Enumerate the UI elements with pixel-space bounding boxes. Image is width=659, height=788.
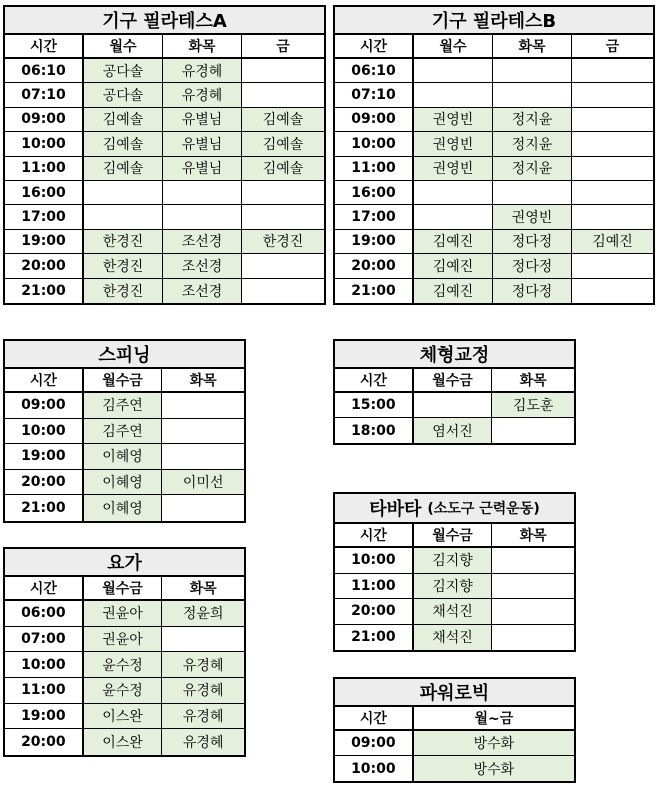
- time-cell: 21:00: [335, 625, 414, 651]
- pilates-b-schedule-table: [333, 5, 655, 305]
- column-header: 화목: [189, 581, 217, 597]
- column-header: 시간: [5, 369, 84, 391]
- instructor-cell: 채석진: [414, 599, 493, 624]
- header-row: [335, 524, 574, 548]
- powerrobic-schedule-table: [333, 677, 576, 783]
- instructor-cell: 유경혜: [162, 678, 244, 703]
- table-row: [5, 254, 324, 278]
- instructor-cell: 김지향: [414, 548, 493, 573]
- table-row: [335, 756, 574, 781]
- table-row: [335, 599, 574, 625]
- instructor-cell: 김예진: [572, 230, 653, 253]
- instructor-cell: [492, 599, 574, 624]
- instructor-cell: [572, 132, 653, 155]
- time-cell: 10:00: [5, 419, 84, 444]
- instructor-cell: [162, 444, 244, 469]
- instructor-cell: 조선경: [163, 279, 242, 303]
- instructor-cell: [242, 83, 324, 106]
- column-header: 화목: [189, 373, 217, 389]
- table-title-text: 파워로빅: [419, 683, 490, 704]
- instructor-cell: 김도훈: [492, 393, 574, 417]
- instructor-cell: 김예솔: [84, 132, 163, 155]
- instructor-cell: 유경혜: [162, 652, 244, 677]
- instructor-cell: 김예솔: [242, 108, 324, 131]
- instructor-cell: [572, 83, 653, 106]
- time-cell: 17:00: [335, 205, 414, 228]
- table-row: [5, 627, 244, 653]
- table-row: [335, 254, 653, 278]
- header-row: [5, 369, 244, 393]
- table-row: [335, 205, 653, 229]
- time-cell: 07:10: [335, 83, 414, 106]
- table-row: [5, 678, 244, 704]
- table-row: [5, 230, 324, 254]
- instructor-cell: 유경혜: [162, 704, 244, 729]
- table-row: [5, 470, 244, 496]
- table-row: [335, 731, 574, 756]
- instructor-cell: 이혜영: [84, 444, 163, 469]
- column-header: 월수금: [84, 577, 163, 599]
- instructor-cell: [492, 574, 574, 599]
- table-row: [335, 548, 574, 574]
- instructor-cell: 유경혜: [163, 59, 242, 82]
- table-title: [5, 7, 324, 35]
- instructor-cell: 김예진: [414, 230, 493, 253]
- instructor-cell: [162, 419, 244, 444]
- instructor-cell: 권영빈: [414, 108, 493, 131]
- instructor-cell: [414, 181, 493, 204]
- instructor-cell: [492, 418, 574, 443]
- instructor-cell: [414, 83, 493, 106]
- column-header: 월수금: [414, 524, 493, 546]
- column-header: 금: [276, 39, 290, 55]
- table-row: [5, 181, 324, 205]
- instructor-cell: [414, 59, 493, 82]
- instructor-cell: 김예진: [414, 254, 493, 277]
- time-cell: 19:00: [5, 444, 84, 469]
- column-header: 화목: [493, 35, 572, 57]
- instructor-cell: 김예진: [414, 279, 493, 303]
- instructor-cell: 김지향: [414, 574, 493, 599]
- instructor-cell: 윤수정: [84, 652, 163, 677]
- table-row: [335, 132, 653, 156]
- column-header: 시간: [5, 35, 84, 57]
- instructor-cell: 방수화: [414, 756, 574, 781]
- time-cell: 21:00: [335, 279, 414, 303]
- instructor-cell: [163, 181, 242, 204]
- instructor-cell: 김주연: [84, 393, 163, 418]
- instructor-cell: [492, 625, 574, 651]
- time-cell: 19:00: [5, 230, 84, 253]
- table-row: [5, 205, 324, 229]
- time-cell: 07:10: [5, 83, 84, 106]
- instructor-cell: 채석진: [414, 625, 493, 651]
- instructor-cell: 권윤아: [84, 601, 163, 626]
- table-row: [5, 419, 244, 445]
- table-title: [335, 341, 574, 369]
- table-title: [335, 679, 574, 707]
- column-header: 월수: [414, 35, 493, 57]
- yoga-schedule-table: [3, 547, 246, 757]
- instructor-cell: 권윤아: [84, 627, 163, 652]
- time-cell: 06:00: [5, 601, 84, 626]
- instructor-cell: [492, 548, 574, 573]
- instructor-cell: 조선경: [163, 230, 242, 253]
- instructor-cell: 유별님: [163, 108, 242, 131]
- instructor-cell: 염서진: [414, 418, 493, 443]
- header-row: [5, 35, 324, 59]
- time-cell: 19:00: [5, 704, 84, 729]
- table-row: [5, 729, 244, 755]
- instructor-cell: 김예솔: [84, 157, 163, 180]
- instructor-cell: 김예솔: [84, 108, 163, 131]
- instructor-cell: 한경진: [84, 279, 163, 303]
- table-row: [5, 601, 244, 627]
- table-row: [335, 181, 653, 205]
- table-row: [335, 83, 653, 107]
- column-header: 시간: [335, 369, 414, 391]
- time-cell: 20:00: [5, 470, 84, 495]
- instructor-cell: [572, 254, 653, 277]
- column-header: 화목: [519, 373, 547, 389]
- instructor-cell: 한경진: [242, 230, 324, 253]
- header-row: [335, 707, 574, 731]
- instructor-cell: [242, 254, 324, 277]
- time-cell: 07:00: [5, 627, 84, 652]
- table-row: [5, 157, 324, 181]
- time-cell: 15:00: [335, 393, 414, 417]
- instructor-cell: [572, 59, 653, 82]
- instructor-cell: 방수화: [414, 731, 574, 755]
- column-header: 시간: [335, 35, 414, 57]
- instructor-cell: 정다정: [493, 279, 572, 303]
- instructor-cell: 정지윤: [493, 132, 572, 155]
- instructor-cell: [493, 83, 572, 106]
- instructor-cell: 정지윤: [493, 157, 572, 180]
- instructor-cell: 이스완: [84, 729, 163, 755]
- time-cell: 11:00: [5, 678, 84, 703]
- column-header: 월~금: [474, 711, 514, 727]
- table-row: [5, 444, 244, 470]
- instructor-cell: [414, 393, 493, 417]
- time-cell: 21:00: [5, 495, 84, 521]
- instructor-cell: 유별님: [163, 132, 242, 155]
- instructor-cell: [572, 157, 653, 180]
- time-cell: 20:00: [335, 254, 414, 277]
- instructor-cell: [162, 495, 244, 521]
- instructor-cell: [493, 181, 572, 204]
- instructor-cell: [572, 181, 653, 204]
- time-cell: 09:00: [335, 108, 414, 131]
- tabata-schedule-table: [333, 492, 576, 652]
- time-cell: 10:00: [335, 132, 414, 155]
- table-title-text: 체형교정: [419, 345, 490, 366]
- posture-correction-schedule-table: [333, 339, 576, 445]
- instructor-cell: [84, 181, 163, 204]
- table-row: [335, 157, 653, 181]
- time-cell: 20:00: [335, 599, 414, 624]
- time-cell: 20:00: [5, 254, 84, 277]
- instructor-cell: [572, 205, 653, 228]
- instructor-cell: 조선경: [163, 254, 242, 277]
- time-cell: 09:00: [5, 108, 84, 131]
- time-cell: 16:00: [5, 181, 84, 204]
- time-cell: 09:00: [5, 393, 84, 418]
- table-row: [5, 132, 324, 156]
- table-row: [5, 59, 324, 83]
- instructor-cell: 김예솔: [242, 132, 324, 155]
- table-title: [335, 494, 574, 524]
- instructor-cell: 정윤희: [162, 601, 244, 626]
- time-cell: 21:00: [5, 279, 84, 303]
- time-cell: 19:00: [335, 230, 414, 253]
- time-cell: 10:00: [335, 548, 414, 573]
- table-row: [335, 279, 653, 303]
- instructor-cell: 유경혜: [162, 729, 244, 755]
- time-cell: 10:00: [5, 132, 84, 155]
- instructor-cell: [493, 59, 572, 82]
- instructor-cell: [84, 205, 163, 228]
- time-cell: 11:00: [335, 157, 414, 180]
- instructor-cell: 한경진: [84, 230, 163, 253]
- pilates-a-schedule-table: [3, 5, 326, 305]
- table-subtitle-text: (소도구 근력운동): [427, 501, 540, 517]
- table-row: [335, 108, 653, 132]
- table-row: [5, 704, 244, 730]
- table-row: [5, 279, 324, 303]
- time-cell: 11:00: [335, 574, 414, 599]
- spinning-schedule-table: [3, 339, 246, 523]
- instructor-cell: 윤수정: [84, 678, 163, 703]
- instructor-cell: [242, 181, 324, 204]
- instructor-cell: 권영빈: [493, 205, 572, 228]
- column-header: 시간: [335, 524, 414, 546]
- instructor-cell: 한경진: [84, 254, 163, 277]
- table-row: [335, 625, 574, 651]
- column-header: 시간: [335, 707, 414, 729]
- instructor-cell: [162, 627, 244, 652]
- time-cell: 10:00: [5, 652, 84, 677]
- header-row: [5, 577, 244, 601]
- time-cell: 18:00: [335, 418, 414, 443]
- header-row: [335, 35, 653, 59]
- instructor-cell: [242, 59, 324, 82]
- instructor-cell: 이혜영: [84, 470, 163, 495]
- table-title-text: 타바타: [369, 499, 422, 520]
- table-row: [335, 418, 574, 443]
- time-cell: 06:10: [335, 59, 414, 82]
- instructor-cell: [163, 205, 242, 228]
- table-title: [335, 7, 653, 35]
- column-header: 화목: [163, 35, 242, 57]
- instructor-cell: 정다정: [493, 230, 572, 253]
- time-cell: 20:00: [5, 729, 84, 755]
- instructor-cell: 유별님: [163, 157, 242, 180]
- time-cell: 17:00: [5, 205, 84, 228]
- instructor-cell: [242, 279, 324, 303]
- table-row: [5, 83, 324, 107]
- instructor-cell: 정지윤: [493, 108, 572, 131]
- table-title-text: 기구 필라테스A: [102, 11, 227, 32]
- table-title-text: 요가: [107, 553, 142, 574]
- table-title: [5, 341, 244, 369]
- instructor-cell: [414, 205, 493, 228]
- instructor-cell: [572, 108, 653, 131]
- instructor-cell: 유경혜: [163, 83, 242, 106]
- instructor-cell: 이스완: [84, 704, 163, 729]
- time-cell: 09:00: [335, 731, 414, 755]
- instructor-cell: [242, 205, 324, 228]
- instructor-cell: 이혜영: [84, 495, 163, 521]
- column-header: 월수: [84, 35, 163, 57]
- time-cell: 11:00: [5, 157, 84, 180]
- time-cell: 10:00: [335, 756, 414, 781]
- instructor-cell: 공다솔: [84, 59, 163, 82]
- table-row: [335, 59, 653, 83]
- column-header: 금: [605, 39, 620, 55]
- table-row: [5, 495, 244, 521]
- table-title-text: 스피닝: [98, 345, 151, 366]
- instructor-cell: 김예솔: [242, 157, 324, 180]
- instructor-cell: [572, 279, 653, 303]
- instructor-cell: 권영빈: [414, 132, 493, 155]
- header-row: [335, 369, 574, 393]
- time-cell: 16:00: [335, 181, 414, 204]
- table-row: [5, 652, 244, 678]
- instructor-cell: 김주연: [84, 419, 163, 444]
- table-row: [335, 230, 653, 254]
- instructor-cell: 정다정: [493, 254, 572, 277]
- table-row: [335, 393, 574, 418]
- column-header: 화목: [519, 528, 547, 544]
- table-title-text: 기구 필라테스B: [431, 11, 557, 32]
- time-cell: 06:10: [5, 59, 84, 82]
- instructor-cell: 권영빈: [414, 157, 493, 180]
- table-row: [5, 108, 324, 132]
- instructor-cell: 공다솔: [84, 83, 163, 106]
- column-header: 시간: [5, 577, 84, 599]
- instructor-cell: [162, 393, 244, 418]
- table-row: [5, 393, 244, 419]
- column-header: 월수금: [414, 369, 493, 391]
- instructor-cell: 이미선: [162, 470, 244, 495]
- column-header: 월수금: [84, 369, 163, 391]
- table-row: [335, 574, 574, 600]
- table-title: [5, 549, 244, 577]
